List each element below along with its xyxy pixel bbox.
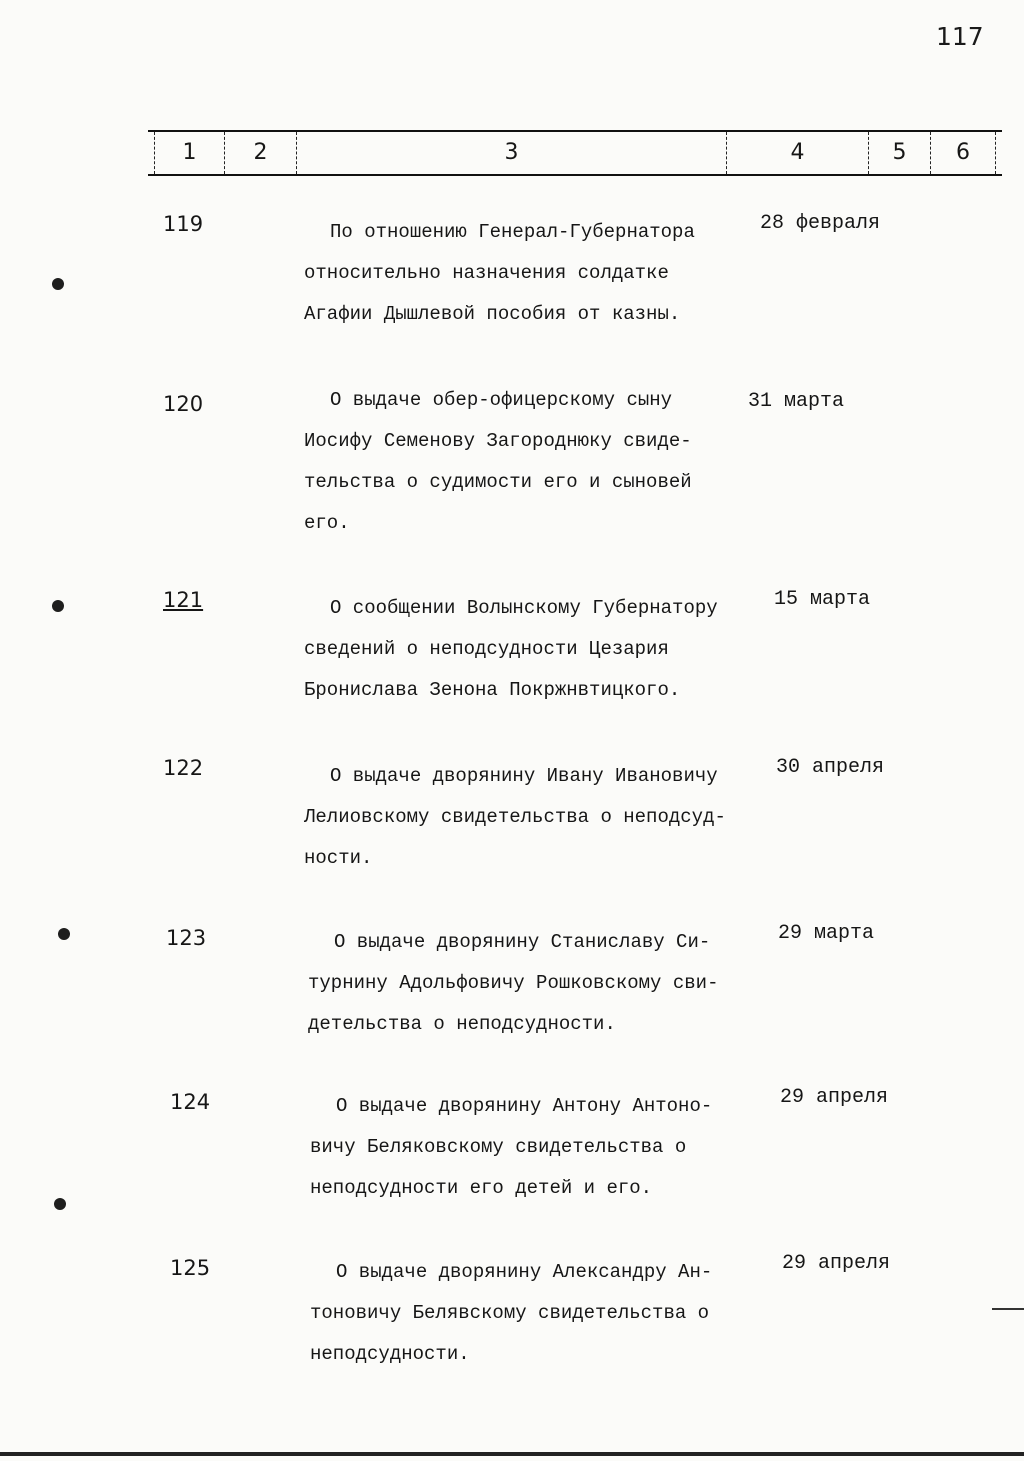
binding-hole-icon — [52, 278, 64, 290]
entry-text-line: детельства о неподсудности. — [308, 1013, 616, 1035]
page-number: 117 — [936, 22, 984, 51]
entry-text-line: О выдаче дворянину Ивану Ивановичу — [330, 765, 718, 787]
entry-text — [304, 212, 754, 335]
entry-text — [308, 922, 758, 1045]
entry-date: 15 марта — [774, 588, 871, 611]
entry-number: 121 — [163, 588, 204, 612]
binding-hole-icon — [58, 928, 70, 940]
entry-text-line: О выдаче дворянину Антону Антоно- — [336, 1095, 713, 1117]
header-table — [148, 130, 1002, 176]
entry-text-line: тельства о судимости его и сыновей — [304, 471, 692, 493]
entry-number: 125 — [170, 1256, 211, 1280]
entry-text-line: По отношению Генерал-Губернатора — [330, 221, 695, 243]
header-col-4: 4 — [726, 132, 868, 174]
entry-date: 29 апреля — [780, 1086, 889, 1109]
entry-date: 29 марта — [778, 922, 875, 945]
entry-text — [310, 1086, 760, 1209]
entry-number: 120 — [163, 392, 204, 416]
entry-date: 31 марта — [748, 390, 845, 413]
entry-text-line: турнину Адольфовичу Рошковскому сви- — [308, 972, 719, 994]
entry-date: 28 февраля — [760, 212, 881, 235]
entry-text — [304, 380, 754, 544]
margin-mark — [992, 1308, 1024, 1310]
entry-text-line: Агафии Дышлевой пособия от казны. — [304, 303, 681, 325]
binding-hole-icon — [54, 1198, 66, 1210]
entry-text — [310, 1252, 760, 1375]
entry-number: 123 — [166, 926, 207, 950]
header-col-5: 5 — [868, 132, 930, 174]
entry-text-line: О выдаче дворянину Александру Ан- — [336, 1261, 713, 1283]
entry-text-line: неподсудности его детей и его. — [310, 1177, 653, 1199]
header-col-1: 1 — [154, 132, 224, 174]
entry-text-line: тоновичу Белявскому свидетельства о — [310, 1302, 710, 1324]
entry-text-line: его. — [304, 512, 350, 534]
bottom-rule — [0, 1452, 1024, 1456]
entry-text-line: Иосифу Семенову Загороднюку свиде- — [304, 430, 692, 452]
entry-number: 119 — [163, 212, 204, 236]
header-col-6: 6 — [930, 132, 996, 174]
entry-text-line: Лелиовскому свидетельства о неподсуд- — [304, 806, 726, 828]
header-col-3: 3 — [296, 132, 726, 174]
entry-text-line: вичу Беляковскому свидетельства о — [310, 1136, 687, 1158]
entry-text-line: ности. — [304, 847, 373, 869]
entry-text — [304, 588, 754, 711]
entry-date: 29 апреля — [782, 1252, 891, 1275]
entry-text-line: О выдаче дворянину Станиславу Си- — [334, 931, 711, 953]
entry-date: 30 апреля — [776, 756, 885, 779]
entry-text — [304, 756, 754, 879]
entry-number: 124 — [170, 1090, 211, 1114]
entry-text-line: неподсудности. — [310, 1343, 470, 1365]
binding-hole-icon — [52, 600, 64, 612]
entry-text-line: сведений о неподсудности Цезария — [304, 638, 669, 660]
entry-number: 122 — [163, 756, 204, 780]
entry-text-line: относительно назначения солдатке — [304, 262, 669, 284]
entry-text-line: О сообщении Волынскому Губернатору — [330, 597, 718, 619]
header-col-2: 2 — [224, 132, 296, 174]
entry-text-line: О выдаче обер-офицерскому сыну — [330, 389, 673, 411]
entry-text-line: Бронислава Зенона Покржнвтицкого. — [304, 679, 681, 701]
